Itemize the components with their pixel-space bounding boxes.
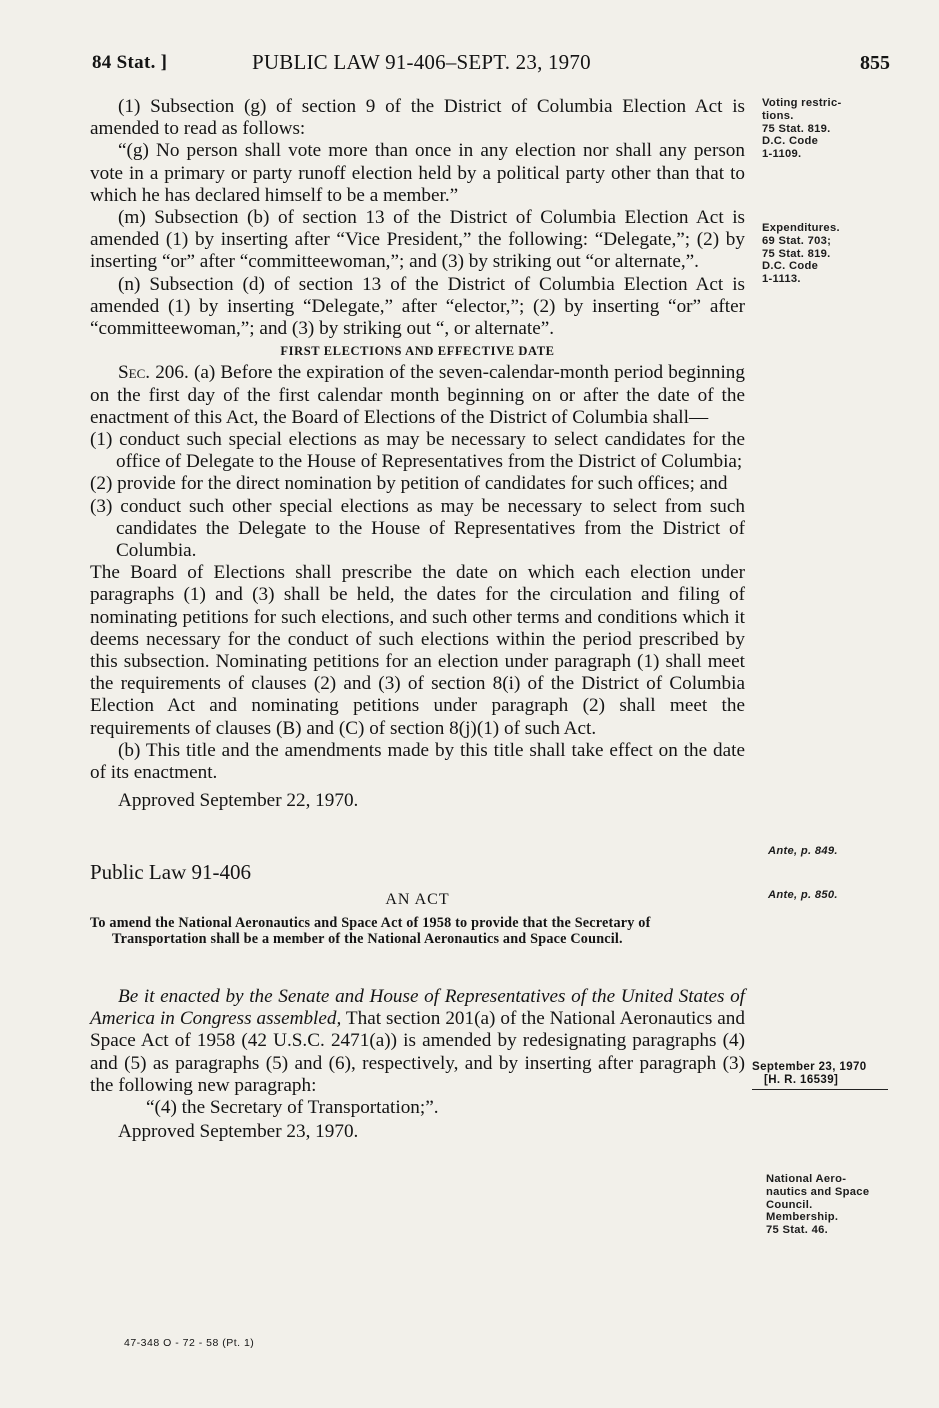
section-label: Sec. 206.	[118, 362, 189, 384]
sidenote-line: 75 Stat. 46.	[766, 1224, 829, 1237]
sidenote-line: 1-1113.	[762, 273, 801, 286]
bill-underline	[752, 1089, 888, 1090]
section-206-a-text: (a) Before the expiration of the seven-calendar-month period beginning on the first day of the first calendar month beginning on or after the date of the enactment of this Act, the Board of Elections of the District of Columbia shall—	[90, 362, 745, 428]
paragraph-subsection-l: (1) Subsection (g) of section 9 of the District of Columbia Election Act is amended to read as follows:	[90, 96, 745, 140]
enacting-clause-italic: Be it enacted by the Senate and House of Representatives of the United States of America in Congress assembled,	[90, 985, 745, 1030]
print-job-footer: 47-348 O - 72 - 58 (Pt. 1)	[124, 1337, 255, 1349]
bill-number: [H. R. 16539]	[764, 1074, 839, 1086]
act-purpose: To amend the National Aeronautics and Space Act of 1958 to provide that the Secretary of Transportation shall be a member of the National Aeronautics and Space Council.	[90, 914, 651, 948]
sidenote-line: 75 Stat. 819.	[762, 247, 831, 260]
paragraph-b: (b) This title and the amendments made by this title shall take effect on the date of its enactment.	[90, 739, 745, 784]
sidenote-voting	[762, 97, 842, 161]
sidenote-line: nautics and Space	[766, 1185, 870, 1198]
paragraph-subsection-n: (n) Subsection (d) of section 13 of the District of Columbia Election Act is amended (1) by inserting “Delegate,” after “elector,”; (2) by inserting “or” after “committeewoman,”; and (3) by striking out “, or alternate”.	[90, 273, 745, 340]
bill-date: September 23, 1970	[752, 1061, 867, 1073]
sidenote-line: tions.	[762, 109, 794, 122]
approved-date-2: Approved September 23, 1970.	[118, 1121, 359, 1143]
list-item-1: (1) conduct such special elections as may be necessary to select candidates for the office of Delegate to the House of Representatives from the District of Columbia;	[90, 429, 745, 473]
sidenote-line: 1-1109.	[762, 148, 802, 161]
running-header-title: PUBLIC LAW 91-406–SEPT. 23, 1970	[252, 50, 591, 74]
page-number: 855	[860, 52, 890, 74]
an-act-heading: AN ACT	[385, 890, 450, 908]
sidenote-ante-849: Ante, p. 849.	[768, 845, 838, 857]
section-heading: FIRST ELECTIONS AND EFFECTIVE DATE	[280, 344, 555, 359]
sidenote-expenditures	[762, 222, 840, 286]
sidenote-line: Expenditures.	[762, 222, 840, 234]
sidenote-line: D.C. Code	[762, 260, 819, 273]
sidenote-line: 75 Stat. 819.	[762, 122, 831, 135]
sidenote-ante-850: Ante, p. 850.	[768, 889, 838, 901]
main-text-column	[90, 96, 745, 1143]
sidenote-line: Council.	[766, 1198, 813, 1211]
sidenote-line: D.C. Code	[762, 135, 819, 148]
public-law-title: Public Law 91-406	[90, 859, 251, 884]
sidenote-line: National Aero-	[766, 1173, 847, 1185]
paragraph-subsection-m: (m) Subsection (b) of section 13 of the District of Columbia Election Act is amended (1) by inserting after “Vice President,” the following: “Delegate,”; (2) by inserting “or” after “committeewoman,”; and (3) by striking out “or alternate,”.	[90, 207, 745, 273]
list-item-3: (3) conduct such other special elections as may be necessary to select from such candidates the Delegate to the House of Representatives from the District of Columbia.	[90, 495, 745, 562]
sidenote-nasa-council	[766, 1173, 869, 1237]
section-206-a	[90, 362, 745, 429]
approved-date-1: Approved September 22, 1970.	[118, 790, 359, 812]
sidenote-bill	[752, 1061, 890, 1087]
list-item-2: (2) provide for the direct nomination by petition of candidates for such offices; and	[90, 473, 728, 495]
paragraph-quoted-g: “(g) No person shall vote more than once in any election nor shall any person vote in a primary or party runoff election held by a political party other than that to which he has declared himself to be a member.”	[90, 140, 745, 206]
enacting-clause-text: That section 201(a) of the National Aeronautics and Space Act of 1958 (42 U.S.C. 2471(a)) is amended by redesignating paragraphs (4) and (5) as paragraphs (5) and (6), respectively, and by inserting after paragraph (3) the following new paragraph:	[90, 1008, 745, 1096]
statute-volume-label: 84 Stat. ]	[92, 52, 168, 73]
paragraph-board-of-elections: The Board of Elections shall prescribe the date on which each election under paragraphs (1) and (3) shall be held, the dates for the circulation and filing of nominating petitions for such elections, and such other terms and conditions which it deems necessary for the conduct of such elections within the period prescribed by this subsection. Nominating petitions for an election under paragraph (1) shall meet the requirements of clauses (2) and (3) of section 8(i) of the District of Columbia Election Act and nominating petitions under paragraph (2) shall meet the requirements of clauses (B) and (C) of section 8(j)(1) of such Act.	[90, 562, 745, 739]
sidenote-line: Voting restric-	[762, 97, 842, 109]
sidenote-line: Membership.	[766, 1211, 839, 1224]
enacting-clause	[90, 986, 745, 1097]
new-paragraph-4: “(4) the Secretary of Transportation;”.	[146, 1096, 439, 1118]
sidenote-line: 69 Stat. 703;	[762, 234, 832, 247]
